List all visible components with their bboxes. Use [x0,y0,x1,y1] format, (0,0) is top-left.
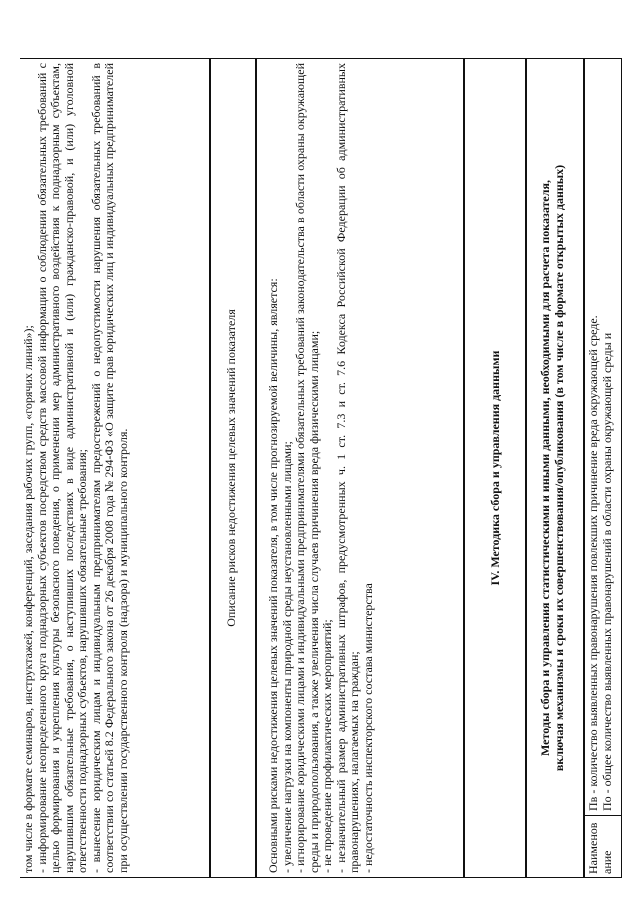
table-cell [585,59,621,815]
paragraph: - информирование неопределенного круга поднадзорных субъектов посредством средств массовой информации о соблюдении обязательных требований с целью формирования и укрепления культуры безопасного поведения, о применении мер административного воздействия к поднадзорным субъектам, нарушившим обязательные требования, о наступивших последствиях в виде административной и (или) гражданско-правовой, и (или) уголовной ответственности поднадзорных субъектов, нарушивших обязательные требования; [34,63,89,873]
definition-po: По - общее количество выявленных правонарушений в области охраны окружающей среды и [599,332,614,811]
paragraph: - не проведение профилактических мероприятий; [320,619,334,873]
title-line: включая механизмы и сроки их совершенствования/опубликования (в том числе в формате открытых данных) [551,164,566,772]
paragraph: - незначительный размер административных штрафов, предусмотренных ч. 1 ст. 7.3 и ст. 7.6 Кодекса Российской Федерации об административных правонарушениях, налагаемых на граждан; [333,63,361,873]
table-header-cell: Наименование [585,815,621,877]
methodology-section-title [464,58,526,878]
table-row [584,58,622,878]
prevention-measures-block [20,58,210,878]
paragraph: - увеличение нагрузки на компоненты природной среды неустановленными лицами; [279,441,294,873]
data-methods-title [526,58,584,878]
rotated-content [20,56,622,878]
paragraph: - игнорирование юридическими лицами и индивидуальными предпринимателями обязательных требований законодательства в области охраны окружающей среды и природопользования, а также увеличения числа случаев причинения вреда физическими лицами; [293,63,321,873]
risks-section-title [210,58,256,878]
definition-pv: Пв - количество выявленных правонарушения повлекших причинение вреда окружающей среде. [586,315,600,811]
paragraph: - недостаточность инспекторского состава министерства [360,583,375,873]
title-line: Методы сбора и управления статистическими и иными данными, необходимыми для расчета показателя, [538,180,552,756]
risks-block [256,58,464,878]
section-title: IV. Методика сбора и управления данными [488,350,502,586]
paragraph: том числе в формате семинаров, инструктажей, конференций, заседания рабочих групп, «горячих линий»); [21,325,35,873]
section-title: Описание рисков недостижения целевых значений показателя [224,309,238,627]
paragraph: - вынесение юридическим лицам и индивидуальным предпринимателям предостережений о недопустимости нарушения обязательных требований в соответствии со статьей 8.2 Федерального закона от 26 декабря 2008 года № 294-ФЗ «О защите прав юридических лиц и индивидуальных предпринимателей при осуществлении государственного контроля (надзора) и муниципального контроля. [88,63,130,873]
paragraph: Основными рисками недостижения целевых значений показателя, в том числе прогнозируемой величины, является: [266,278,280,873]
